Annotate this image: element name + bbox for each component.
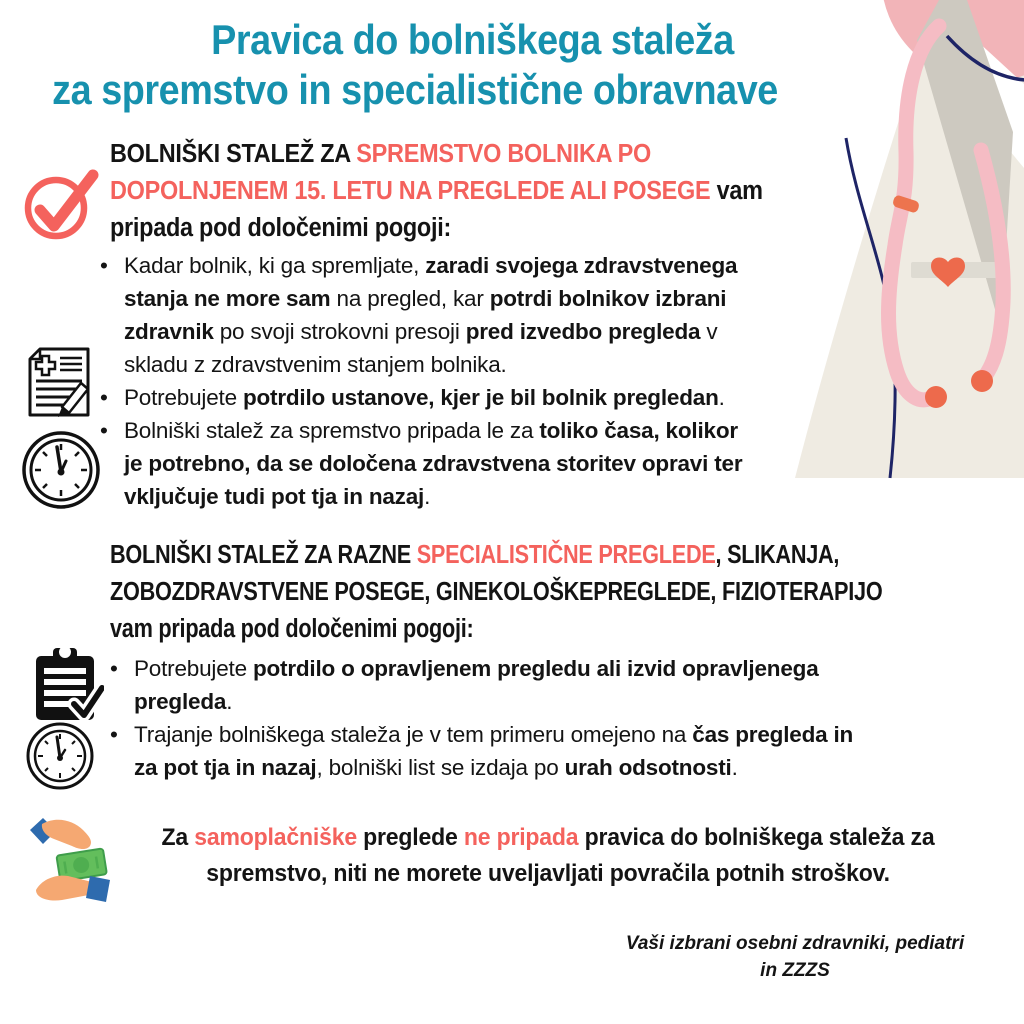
clipboard-clip-hole: [59, 646, 71, 658]
stethoscope-tip-left: [925, 386, 947, 408]
cuff-bottom: [86, 876, 110, 902]
giving-hand: [42, 820, 91, 849]
medical-report-icon: [18, 343, 98, 428]
list-item: [100, 381, 742, 414]
doctor-coat-stethoscope-illustration: [789, 0, 1024, 480]
list-item: [100, 249, 742, 381]
bullet-marker: •: [100, 253, 108, 278]
bullet-text: Potrebujete potrdilo ustanove, kjer je bil bolnik pregledan.: [124, 385, 725, 410]
clipboard-check-icon: [26, 646, 104, 728]
section2-header-highlight: SPECIALISTIČNE PREGLEDE: [416, 541, 716, 569]
stethoscope-tip-right: [971, 370, 993, 392]
clock-center: [57, 755, 63, 761]
section1-header-highlight: SPREMSTVO BOLNIKA PO: [356, 140, 652, 168]
bullet-text: Kadar bolnik, ki ga spremljate, zaradi svojega zdravstvenega stanja ne more sam na pregled, kar potrdi bolnikov izbrani zdravnik po svoji strokovni presoji pred izvedbo pregleda v skladu z zdravstvenim stanjem bolnika.: [124, 253, 738, 377]
stopwatch-icon: [19, 426, 103, 510]
bullet-marker: •: [100, 385, 108, 410]
paper-fold: [30, 349, 40, 359]
list-item: [100, 414, 742, 513]
note-highlight-2: ne pripada: [463, 824, 579, 851]
section1-header-text: BOLNIŠKI STALEŽ ZA: [110, 140, 357, 168]
clock-icon: [24, 720, 96, 792]
bullet-text: Trajanje bolniškega staleža je v tem primeru omejeno na čas pregleda in za pot tja in nazaj, bolniški list se izdaja po urah odsotnosti.: [134, 722, 854, 780]
check-circle-icon: [20, 164, 100, 244]
hand-giving-money-icon: [28, 814, 120, 906]
page-title-line2: za spremstvo in specialistične obravnave: [52, 66, 778, 113]
bullet-marker: •: [110, 656, 118, 681]
bullet-text: Potrebujete potrdilo o opravljenem pregledu ali izvid opravljenega pregleda.: [134, 656, 819, 714]
section2-bullets: [110, 652, 853, 784]
page-title-line1: Pravica do bolniškega staleža: [211, 16, 734, 63]
clock-center: [58, 469, 65, 476]
signature: Vaši izbrani osebni zdravniki, pediatri in ZZZS: [625, 933, 965, 981]
list-item: [110, 718, 853, 784]
section2-header: BOLNIŠKI STALEŽ ZA RAZNE SPECIALISTIČNE PREGLEDE, SLIKANJA, ZOBOZDRAVSTVENE POSEGE, GINEKOLOŠKEPREGLEDE, FIZIOTERAPIJO vam pripada pod določenimi pogoji:: [110, 541, 883, 643]
note-highlight-1: samoplačniške: [194, 824, 357, 851]
section1-header: BOLNIŠKI STALEŽ ZA SPREMSTVO BOLNIKA PO DOPOLNJENEM 15. LETU NA PREGLEDE ALI POSEGE vam pripada pod določenimi pogoji:: [110, 140, 763, 242]
self-pay-note: Za samoplačniške preglede ne pripada pravica do bolniškega staleža za spremstvo, niti ne morete uveljavljati povračila potnih stroškov.: [161, 824, 935, 887]
bullet-marker: •: [100, 418, 108, 443]
bullet-text: Bolniški stalež za spremstvo pripada le za toliko časa, kolikor je potrebno, da se določena zdravstvena storitev opravi ter vključuje tudi pot tja in nazaj.: [124, 418, 743, 509]
section1-bullets: [100, 249, 742, 513]
bullet-marker: •: [110, 722, 118, 747]
list-item: [110, 652, 853, 718]
